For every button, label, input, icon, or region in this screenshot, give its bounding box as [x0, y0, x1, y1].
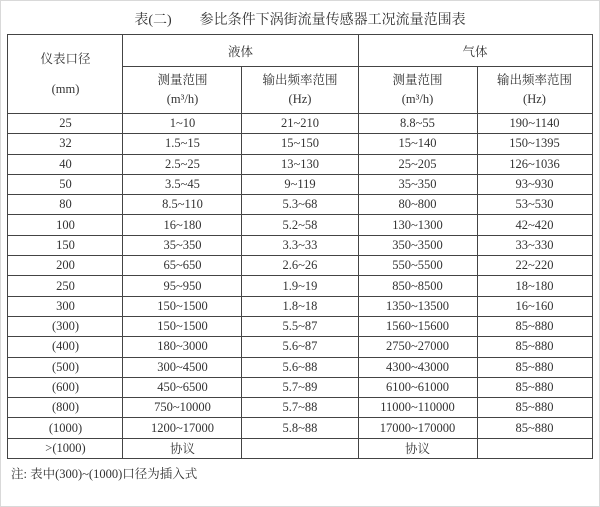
cell-liquid-freq: 3.3~33: [242, 235, 358, 255]
footnote: 注: 表中(300)~(1000)口径为插入式: [11, 467, 198, 482]
cell-diameter: 200: [8, 256, 123, 276]
cell-gas-freq: [477, 438, 592, 458]
cell-liquid-flow: 35~350: [123, 235, 242, 255]
cell-gas-freq: 190~1140: [477, 114, 592, 134]
table-row: [8, 276, 592, 296]
cell-gas-flow: 4300~43000: [358, 357, 477, 377]
cell-liquid-flow: 16~180: [123, 215, 242, 235]
cell-diameter: >(1000): [8, 438, 123, 458]
cell-diameter: (600): [8, 377, 123, 397]
cell-liquid-freq: 1.9~19: [242, 276, 358, 296]
cell-liquid-freq: 5.3~68: [242, 195, 358, 215]
cell-liquid-flow: 3.5~45: [123, 174, 242, 194]
cell-liquid-freq: 5.6~87: [242, 337, 358, 357]
table-row: [8, 337, 592, 357]
cell-diameter: 50: [8, 174, 123, 194]
cell-diameter: (800): [8, 398, 123, 418]
table-row: [8, 438, 592, 458]
flow-range-table: [7, 34, 592, 459]
cell-gas-flow: 130~1300: [358, 215, 477, 235]
cell-diameter: 150: [8, 235, 123, 255]
cell-diameter: (300): [8, 316, 123, 336]
cell-liquid-flow: 1~10: [123, 114, 242, 134]
table-row: [8, 296, 592, 316]
cell-gas-flow: 35~350: [358, 174, 477, 194]
cell-liquid-freq: 2.6~26: [242, 256, 358, 276]
cell-diameter: 300: [8, 296, 123, 316]
cell-liquid-flow: 150~1500: [123, 296, 242, 316]
table-caption-number: 表(二): [134, 13, 172, 28]
cell-gas-flow: 80~800: [358, 195, 477, 215]
cell-liquid-freq: 5.7~89: [242, 377, 358, 397]
header-diameter-label: 仪表口径: [40, 51, 91, 66]
cell-liquid-flow: 95~950: [123, 276, 242, 296]
table-row: [8, 195, 592, 215]
table-caption-text: 参比条件下涡街流量传感器工况流量范围表: [199, 13, 466, 28]
cell-gas-freq: 85~880: [477, 357, 592, 377]
cell-gas-freq: 93~930: [477, 174, 592, 194]
header-liquid-freq-label: 输出频率范围: [262, 73, 338, 87]
cell-gas-freq: 22~220: [477, 256, 592, 276]
cell-liquid-flow: 65~650: [123, 256, 242, 276]
header-group-row: [8, 35, 592, 67]
cell-liquid-flow: 协议: [123, 438, 242, 458]
cell-liquid-flow: 1.5~15: [123, 134, 242, 154]
table-caption: [1, 1, 599, 34]
header-liquid-group: 液体: [123, 35, 358, 67]
header-gas-measure: [358, 67, 477, 114]
cell-diameter: (400): [8, 337, 123, 357]
cell-liquid-freq: 5.2~58: [242, 215, 358, 235]
cell-gas-flow: 协议: [358, 438, 477, 458]
cell-diameter: 40: [8, 154, 123, 174]
cell-liquid-flow: 8.5~110: [123, 195, 242, 215]
cell-liquid-freq: 15~150: [242, 134, 358, 154]
cell-diameter: 32: [8, 134, 123, 154]
cell-diameter: 250: [8, 276, 123, 296]
table-row: [8, 256, 592, 276]
header-liquid-measure-label: 测量范围: [157, 73, 208, 87]
cell-liquid-flow: 300~4500: [123, 357, 242, 377]
table-row: [8, 154, 592, 174]
header-diameter: [8, 35, 123, 114]
header-gas-freq: [477, 67, 592, 114]
table-row: [8, 114, 592, 134]
cell-diameter: (1000): [8, 418, 123, 438]
cell-gas-flow: 1350~13500: [358, 296, 477, 316]
header-gas-freq-unit: (Hz): [523, 92, 546, 106]
cell-gas-freq: 85~880: [477, 337, 592, 357]
cell-diameter: (500): [8, 357, 123, 377]
cell-liquid-flow: 750~10000: [123, 398, 242, 418]
cell-liquid-freq: 13~130: [242, 154, 358, 174]
table-row: [8, 235, 592, 255]
table-row: [8, 174, 592, 194]
cell-gas-freq: 126~1036: [477, 154, 592, 174]
cell-diameter: 100: [8, 215, 123, 235]
table-row: [8, 316, 592, 336]
cell-liquid-flow: 180~3000: [123, 337, 242, 357]
cell-gas-freq: 42~420: [477, 215, 592, 235]
cell-gas-freq: 33~330: [477, 235, 592, 255]
table-row: [8, 357, 592, 377]
cell-gas-freq: 85~880: [477, 398, 592, 418]
header-liquid-freq: [242, 67, 358, 114]
cell-gas-freq: 85~880: [477, 418, 592, 438]
cell-gas-flow: 2750~27000: [358, 337, 477, 357]
cell-gas-freq: 18~180: [477, 276, 592, 296]
header-liquid-freq-unit: (Hz): [288, 92, 312, 106]
cell-gas-flow: 8.8~55: [358, 114, 477, 134]
cell-gas-flow: 350~3500: [358, 235, 477, 255]
cell-gas-flow: 15~140: [358, 134, 477, 154]
header-liquid-measure-unit: (m³/h): [166, 92, 199, 106]
cell-gas-flow: 850~8500: [358, 276, 477, 296]
table-row: [8, 134, 592, 154]
cell-gas-flow: 25~205: [358, 154, 477, 174]
cell-gas-flow: 1560~15600: [358, 316, 477, 336]
cell-liquid-freq: [242, 438, 358, 458]
cell-liquid-flow: 1200~17000: [123, 418, 242, 438]
cell-gas-flow: 550~5500: [358, 256, 477, 276]
cell-liquid-flow: 150~1500: [123, 316, 242, 336]
cell-gas-freq: 85~880: [477, 316, 592, 336]
header-diameter-unit: (mm): [51, 81, 80, 96]
table-row: [8, 398, 592, 418]
cell-gas-flow: 6100~61000: [358, 377, 477, 397]
cell-gas-freq: 16~160: [477, 296, 592, 316]
table-row: [8, 418, 592, 438]
cell-liquid-freq: 5.7~88: [242, 398, 358, 418]
cell-liquid-freq: 1.8~18: [242, 296, 358, 316]
header-gas-measure-label: 测量范围: [392, 73, 443, 87]
cell-liquid-freq: 9~119: [242, 174, 358, 194]
header-liquid-measure: [123, 67, 242, 114]
cell-gas-flow: 17000~170000: [358, 418, 477, 438]
cell-diameter: 80: [8, 195, 123, 215]
cell-liquid-freq: 5.6~88: [242, 357, 358, 377]
header-gas-freq-label: 输出频率范围: [497, 73, 573, 87]
cell-liquid-freq: 5.8~88: [242, 418, 358, 438]
cell-liquid-flow: 2.5~25: [123, 154, 242, 174]
cell-gas-flow: 11000~110000: [358, 398, 477, 418]
cell-liquid-freq: 5.5~87: [242, 316, 358, 336]
cell-liquid-freq: 21~210: [242, 114, 358, 134]
table-row: [8, 215, 592, 235]
cell-liquid-flow: 450~6500: [123, 377, 242, 397]
cell-gas-freq: 53~530: [477, 195, 592, 215]
cell-gas-freq: 85~880: [477, 377, 592, 397]
cell-gas-freq: 150~1395: [477, 134, 592, 154]
cell-diameter: 25: [8, 114, 123, 134]
table-row: [8, 377, 592, 397]
header-gas-measure-unit: (m³/h): [401, 92, 434, 106]
header-gas-group: 气体: [358, 35, 592, 67]
